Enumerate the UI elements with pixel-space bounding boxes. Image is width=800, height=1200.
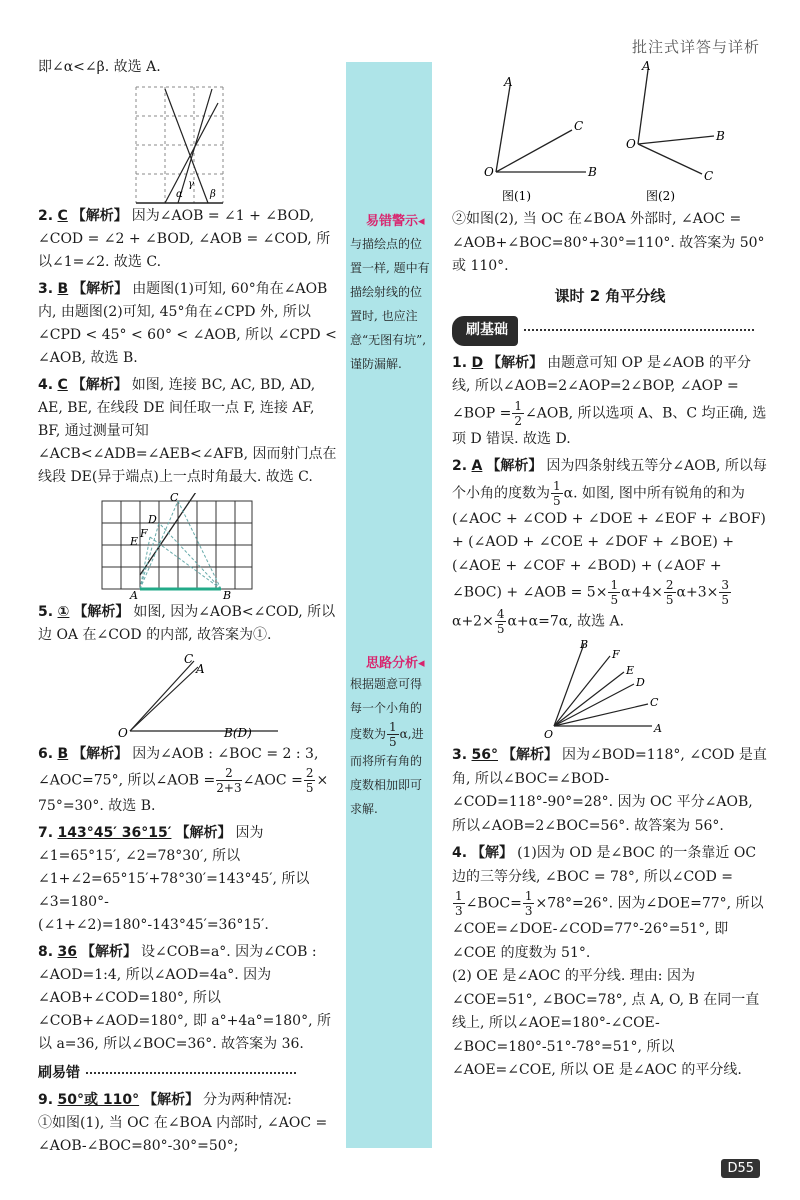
analysis-tag: 【解析】 [487,354,544,371]
analysis-text: 如图, 连接 BC, AC, BD, AD, AE, BE, 在线段 DE 间任取一点 F, 连接 AF, BF, 通过测量可知 ∠ACB<∠ADB=∠AEB<∠AFB, 因而射门点在线段 DE(异于端点)上一点时角最大. 故选 C. [38,377,337,485]
solution-text: ∠BOC= [465,895,522,912]
fraction [719,578,731,607]
alpha-text: α, [399,727,412,741]
analysis-text: α+2× [452,613,494,630]
denominator: 2+3 [216,781,242,795]
left-column [38,56,338,1162]
analysis-tag: 【解析】 [81,944,137,960]
denominator: 2 [514,413,522,428]
analysis-text: 因为∠BOD=118°, ∠COD 是直角, 所以∠BOC=∠BOD-∠COD=118°-90°=28°. 因为 OC 平分∠AOB, 所以∠AOB=2∠BOC=56°. 故答案为 56°. [452,747,767,834]
analysis-text: × [316,772,329,789]
question-7 [38,822,338,937]
question-number: 6. [38,746,54,762]
fig1-label-B: B [588,165,597,179]
q9-figures [452,56,768,206]
five-rays-figure [452,640,768,744]
fraction [216,766,241,795]
numerator: 1 [524,889,533,903]
numerator: 2 [665,578,674,592]
question-number: 2. [38,208,54,224]
question-9-part-2: ②如图(2), 当 OC 在∠BOA 外部时, ∠AOC = ∠AOB+∠BOC=80°+30°=110°. 故答案为 50°或 110°. [452,211,765,274]
answer: 50°或 110° [57,1092,140,1108]
page-number: D55 [721,1159,760,1178]
angle-cod-figure [38,651,338,743]
numerator: 2 [216,766,241,781]
answer: A [471,458,483,474]
analysis-text: α+4× [621,584,663,601]
fraction [453,889,465,918]
question-3 [38,278,338,370]
analysis-tag: 【解析】 [502,747,558,763]
denominator: 5 [389,735,397,749]
question-6 [38,743,338,818]
solution-text: (2) OE 是∠AOC 的平分线. 理由: 因为∠COE=51°, ∠BOC=78°, 点 A, O, B 在同一直线上, 所以∠AOE=180°-∠COE-∠BOC=180°-51°-78°=51°, 所以∠AOE=∠COE, 所以 OE 是∠AOC 的平分线. [452,968,760,1078]
analysis-text: α+α=7α, 故选 A. [507,613,625,630]
label-A: A [130,589,138,601]
question-number: 1. [452,354,468,371]
analysis-text: ∠AOC = [242,772,303,789]
analysis-text: 因为∠AOB = ∠1 + ∠BOD, ∠COD = ∠2 + ∠BOD, ∠AOB = ∠COD, 所以∠1=∠2. 故选 C. [38,208,331,270]
label-D: D [148,513,157,526]
analysis-text: 因为∠1=65°15′, ∠2=78°30′, 所以∠1+∠2=65°15′+78°30′=143°45′, 所以∠3=180°-(∠1+∠2)=180°-143°45′=36°15′. [38,825,310,933]
question-number: 4. [38,377,54,393]
dotted-rule [524,329,754,331]
label-A: A [654,722,662,735]
question-number: 7. [38,825,54,841]
label-C: C [650,696,659,709]
fig2-label-A: A [642,59,651,73]
numerator: 1 [514,398,522,413]
answer: C [57,377,68,393]
header-title: 批注式详答与详析 [631,38,760,56]
fraction [664,578,676,607]
analysis-text: ①如图(1), 当 OC 在∠BOA 内部时, ∠AOC = ∠AOB-∠BOC=80°-30°=50°; [38,1115,328,1154]
analysis-text: 如图, 因为∠AOB<∠COD, 所以边 OA 在∠COD 的内部, 故答案为①. [38,604,336,643]
label-A: A [196,662,205,676]
numerator: 1 [610,578,619,592]
answer: D [471,354,484,371]
label-C: C [170,493,179,504]
analysis-text: 由题图(1)可知, 60°角在∠AOB 内, 由题图(2)可知, 45°角在∠CPD 外, 所以∠CPD < 45° < 60° < ∠AOB, 所以 ∠CPD < ∠AOB, 故选 B. [38,281,337,366]
question-4 [38,374,338,489]
thinking-title: 思路分析◂ [366,656,425,671]
label-F: F [140,527,148,540]
question-number: 4. [452,845,468,861]
question-number: 5. [38,604,54,620]
question-number: 2. [452,458,468,474]
intro-line: 即∠α<∠β. 故选 A. [38,59,161,75]
label-E: E [626,664,635,677]
denominator: 5 [496,622,505,636]
analysis-tag: 【解析】 [71,208,128,224]
easy-errors-label: 刷易错 [38,1065,80,1081]
analysis-tag: 【解析】 [175,825,232,841]
question-r2 [452,455,768,636]
margin-notes-sidebar [346,62,432,1148]
answer: B [57,746,69,762]
analysis-text: 分为两种情况: [203,1092,292,1108]
question-number: 3. [452,747,468,763]
label-F: F [612,648,620,661]
numerator: 1 [455,889,463,903]
label-E: E [130,535,139,548]
figure-1-caption: 图(1) [502,189,531,203]
solution-text: (1)因为 OD 是∠BOC 的一条靠近 OC 边的三等分线, ∠BOC = 78°, 所以∠COD = [452,845,757,885]
question-r1 [452,352,768,452]
fig1-label-C: C [574,119,584,133]
question-8 [38,941,338,1056]
label-C: C [184,652,194,666]
figure-2-caption: 图(2) [646,189,675,203]
basics-badge: 刷基础 [452,316,518,346]
soccer-field-figure [38,493,338,601]
basics-heading [452,316,768,346]
question-r3 [452,744,768,838]
denominator: 5 [553,493,561,508]
question-2 [38,205,338,274]
fig2-label-B: B [716,129,725,143]
analysis-text: 因为四条射线五等分∠AOB, 所以每个小角的度数为 [452,458,767,501]
denominator: 5 [665,593,674,607]
numerator: 2 [305,766,314,780]
analysis-tag: 【解析】 [72,746,129,762]
thinking-text-1: 根据题意可得每一个小角的度数为 [350,677,423,741]
numerator: 3 [721,578,730,592]
denominator: 5 [305,781,314,795]
fraction [551,479,563,508]
solution-tag: 【解】 [471,845,514,861]
grid-angle-figure [38,83,338,205]
right-column [452,208,768,1087]
warning-text: 与描绘点的位置一样, 题中有描绘射线的位置时, 也应注意“无图有坑”, 谨防漏解. [350,237,430,371]
thinking-text-2: 进而将所有角的度数相加即可求解. [350,727,424,816]
beta-label: β [210,189,216,200]
question-number: 3. [38,281,54,297]
label-O: O [544,728,554,741]
fig1-label-A: A [504,75,513,89]
section-title: 课时 2 角平分线 [554,286,666,305]
question-number: 9. [38,1092,54,1108]
fig2-label-O: O [626,137,636,151]
answer: B [57,281,69,297]
question-5 [38,601,338,647]
solution-text: ×78°=26°. 因为∠DOE=77°, 所以∠COE=∠DOE-∠COD=77°-26°=51°, 即∠COE 的度数为 51°. [452,895,764,961]
label-D: D [636,676,645,689]
fig1-label-O: O [484,165,494,179]
fraction [512,399,524,428]
answer: C [57,208,68,224]
question-9 [38,1089,338,1158]
numerator: 4 [496,607,505,621]
dotted-rule [86,1072,296,1074]
analysis-tag: 【解析】 [73,604,130,620]
analysis-tag: 【解析】 [143,1092,200,1108]
fraction [495,607,507,636]
numerator: 1 [389,720,397,734]
fraction [304,766,316,795]
analysis-tag: 【解析】 [486,458,543,474]
fig2-label-C: C [704,169,714,183]
question-r4 [452,842,768,1083]
alpha-label: α [176,189,183,200]
fraction [523,889,535,918]
answer: ① [57,604,70,620]
denominator: 3 [455,904,463,918]
question-number: 8. [38,944,54,960]
thinking-text [350,672,432,821]
answer: 36 [57,944,77,960]
answer: 143°45′ 36°15′ [57,825,172,841]
fraction [387,720,399,749]
analysis-text: 设∠COB=a°. 因为∠COB : ∠AOD=1:4, 所以∠AOD=4a°. 因为∠AOB+∠COD=180°, 所以∠COB+∠AOD=180°, 即 a°+4a°=180°, 所以 a=36, 所以∠BOC=36°. 故答案为 36. [38,944,331,1052]
label-BD: B(D) [224,726,252,740]
numerator: 1 [553,478,561,493]
analysis-text: ∠AOC=75°, 所以∠AOB = [38,772,216,789]
gamma-label: γ [188,179,194,190]
fraction [608,578,620,607]
analysis-text: ∠BOP = [452,405,512,421]
analysis-text: α. 如图, 图中所有锐角的和为 (∠AOC + ∠COD + ∠DOE + ∠EOF + ∠BOF) + (∠AOD + ∠COE + ∠DOF + ∠BOE) + (∠AOE + ∠COF + ∠BOD) + (∠AOF + ∠BOC) + ∠AOB = 5× [452,485,766,601]
analysis-tag: 【解析】 [72,281,129,297]
analysis-text: α+3× [676,584,719,601]
answer: 56° [471,747,498,763]
analysis-text: 因为∠AOB : ∠BOC = 2 : 3, [132,746,319,762]
denominator: 5 [721,593,730,607]
analysis-text: 由题意可知 OP 是∠AOB 的平分线, 所以∠AOB=2∠AOP=2∠BOP, ∠AOP = [452,354,751,394]
warning-title: 易错警示◂ [366,214,425,229]
label-B: B [223,589,232,601]
analysis-tag: 【解析】 [71,377,128,393]
analysis-text: ∠AOB, 所以选项 A、B、C 均正确, 选项 D 错误. 故选 D. [452,405,767,447]
denominator: 3 [524,904,533,918]
label-O: O [118,726,128,740]
label-B: B [580,640,589,651]
easy-errors-heading [38,1062,338,1085]
denominator: 5 [610,593,619,607]
analysis-text: 75°=30°. 故选 B. [38,798,156,814]
